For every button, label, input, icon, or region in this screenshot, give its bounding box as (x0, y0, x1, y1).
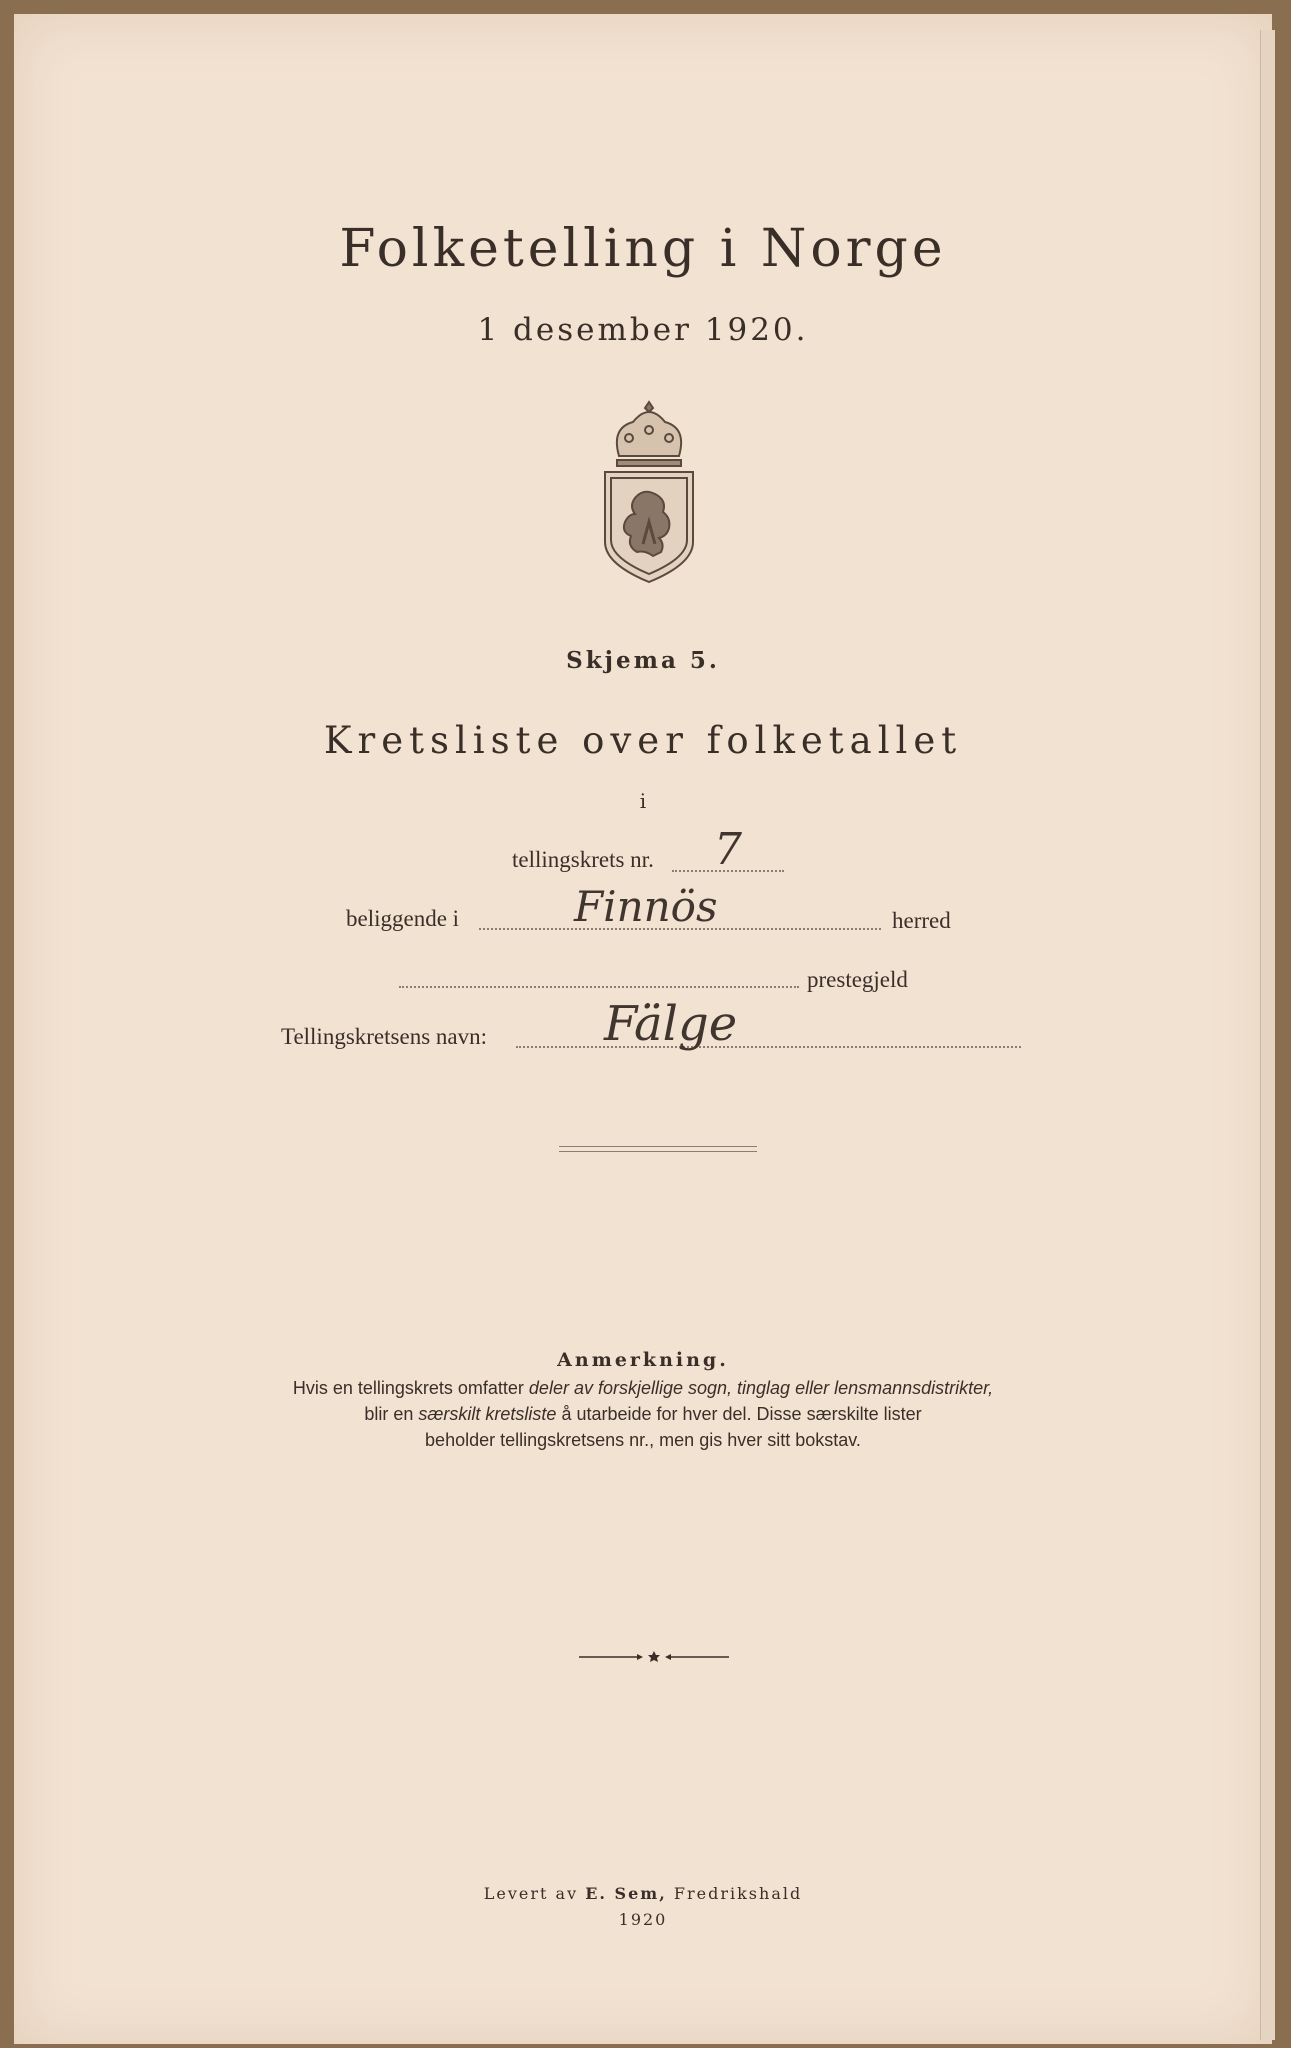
prestegjeld-line (399, 986, 799, 988)
krets-name-value: Fälge (604, 996, 738, 1052)
krets-number-label: tellingskrets nr. (512, 847, 654, 872)
krets-name-line (516, 1046, 1021, 1048)
section-divider (559, 1146, 757, 1152)
note-line-1 (14, 1378, 1272, 1399)
document-date: 1 desember 1920. (477, 312, 809, 348)
note-line-2-italic: særskilt kretsliste (418, 1404, 557, 1424)
beliggende-value: Finnös (574, 882, 718, 931)
krets-number-value: 7 (714, 824, 742, 875)
krets-name-label: Tellingskretsens navn: (281, 1024, 487, 1049)
form-heading: Kretsliste over folketallet (323, 719, 963, 762)
beliggende-label: beliggende i (346, 906, 460, 931)
note-line-2-text-b: å utarbeide for hver del. Disse særskilte lister (556, 1404, 922, 1424)
page-edge (1260, 30, 1275, 2040)
printer-year: 1920 (618, 1910, 668, 1929)
prestegjeld-label: prestegjeld (807, 967, 908, 992)
document-title: Folketelling i Norge (339, 219, 947, 279)
norwegian-coat-of-arms-icon (599, 394, 699, 584)
herred-label: herred (892, 908, 951, 933)
printer-prefix: Levert av (483, 1884, 586, 1903)
note-line-3: beholder tellingskretsens nr., men gis hver sitt bokstav. (425, 1430, 861, 1450)
ornament-divider-icon (579, 1650, 729, 1664)
document-page (14, 14, 1272, 2044)
connector-word: i (639, 789, 647, 813)
note-line-1-text: Hvis en tellingskrets omfatter (292, 1378, 529, 1398)
printer-place: Fredrikshald (666, 1884, 803, 1903)
note-line-2 (14, 1404, 1272, 1425)
printer-credit (14, 1884, 1272, 1903)
note-line-2-text-a: blir en (364, 1404, 419, 1424)
note-title: Anmerkning. (557, 1349, 729, 1371)
schema-label: Skjema 5. (566, 647, 720, 674)
printer-name: E. Sem, (585, 1884, 667, 1903)
note-line-1-italic: deler av forskjellige sogn, tinglag eller lensmannsdistrikter, (528, 1378, 994, 1398)
